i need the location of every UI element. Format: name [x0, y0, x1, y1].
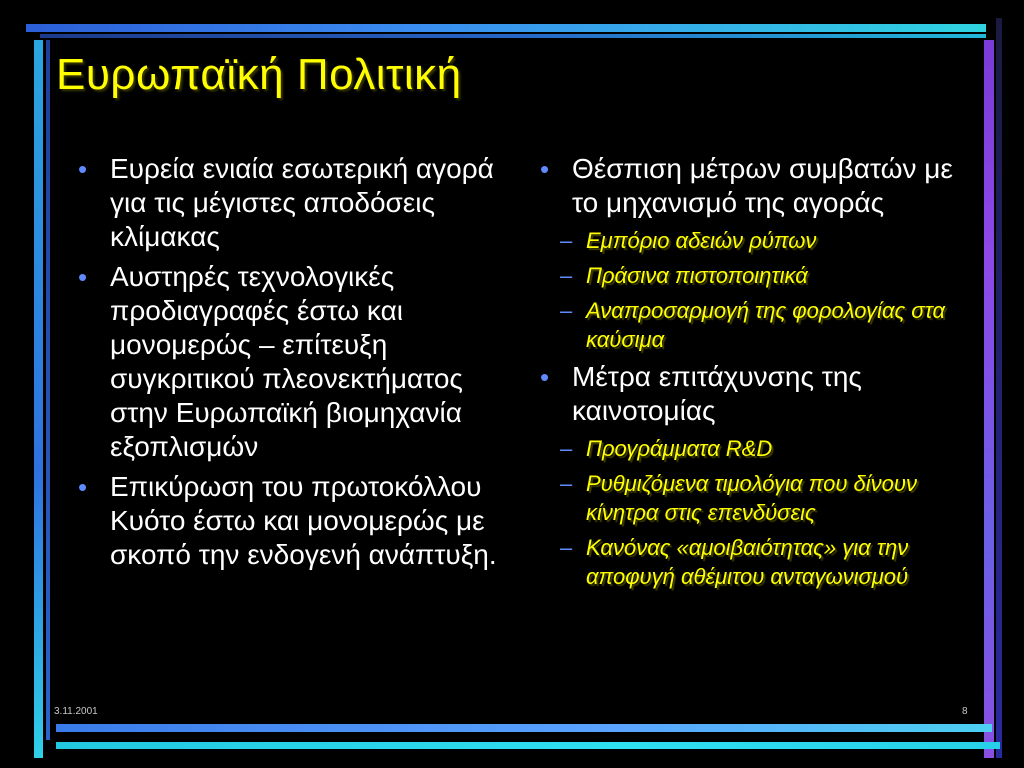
- sub-bullet-text: Ρυθμιζόμενα τιμολόγια που δίνουν κίνητρα στις επενδύσεις: [586, 471, 917, 525]
- bullet-text: Ευρεία ενιαία εσωτερική αγορά για τις μέγιστες αποδόσεις κλίμακας: [110, 153, 494, 252]
- slide-title: Ευρωπαϊκή Πολιτική: [56, 50, 462, 99]
- dash-icon: –: [560, 298, 573, 323]
- dash-icon: –: [560, 228, 573, 253]
- footer-date: 3.11.2001: [54, 706, 98, 717]
- bullet-item: [78, 152, 498, 254]
- left-decor-bar-thin: [46, 40, 50, 740]
- right-column: [540, 152, 960, 597]
- sub-bullet-text: Αναπροσαρμογή της φορολογίας στα καύσιμα: [586, 298, 946, 352]
- sub-bullet-item: [540, 261, 960, 290]
- bullet-icon: •: [540, 154, 550, 184]
- bottom-decor-bar-lower: [56, 742, 1000, 749]
- sub-bullet-text: Κανόνας «αμοιβαιότητας» για την αποφυγή αθέμιτου ανταγωνισμού: [586, 535, 909, 589]
- right-decor-bar: [984, 40, 994, 758]
- bullet-icon: •: [78, 154, 88, 184]
- top-decor-bar: [26, 24, 986, 32]
- left-column: [78, 152, 498, 578]
- bullet-icon: •: [78, 262, 88, 292]
- left-decor-bar: [34, 40, 43, 758]
- bullet-text: Αυστηρές τεχνολογικές προδιαγραφές έστω και μονομερώς – επίτευξη συγκριτικού πλεονεκτήματος στην Ευρωπαϊκή βιομηχανία εξοπλισμών: [110, 261, 463, 462]
- right-decor-bar-thin: [996, 18, 1002, 758]
- dash-icon: –: [560, 436, 573, 461]
- sub-bullet-item: [540, 226, 960, 255]
- bullet-icon: •: [540, 362, 550, 392]
- dash-icon: –: [560, 535, 573, 560]
- bullet-icon: •: [78, 472, 88, 502]
- dash-icon: –: [560, 471, 573, 496]
- bullet-text: Μέτρα επιτάχυνσης της καινοτομίας: [572, 361, 862, 426]
- bullet-text: Επικύρωση του πρωτοκόλλου Κυότο έστω και μονομερώς με σκοπό την ενδογενή ανάπτυξη.: [110, 471, 497, 570]
- bottom-decor-bar: [56, 724, 992, 732]
- bullet-item: [78, 260, 498, 464]
- bullet-item: [78, 470, 498, 572]
- page-number: 8: [962, 706, 968, 717]
- bullet-item: [540, 152, 960, 220]
- top-decor-bar-thin: [40, 34, 986, 38]
- dash-icon: –: [560, 263, 573, 288]
- sub-bullet-item: [540, 469, 960, 527]
- bullet-item: [540, 360, 960, 428]
- sub-bullet-text: Προγράμματα R&D: [586, 436, 773, 461]
- sub-bullet-text: Πράσινα πιστοποιητικά: [586, 263, 808, 288]
- bullet-text: Θέσπιση μέτρων συμβατών με το μηχανισμό της αγοράς: [572, 153, 953, 218]
- sub-bullet-item: [540, 533, 960, 591]
- sub-bullet-text: Εμπόριο αδειών ρύπων: [586, 228, 817, 253]
- sub-bullet-item: [540, 296, 960, 354]
- sub-bullet-item: [540, 434, 960, 463]
